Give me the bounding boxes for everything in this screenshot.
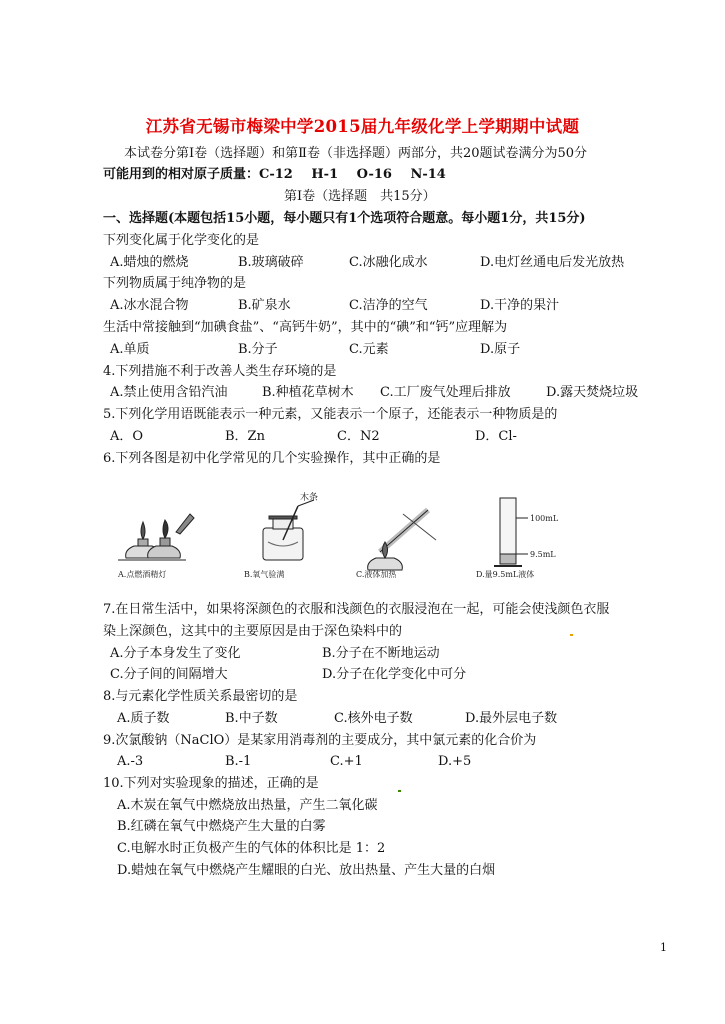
question-stem: 8.与元素化学性质关系最密切的是 [103, 689, 298, 704]
question-stem: 10.下列对实验现象的描述，正确的是 [103, 776, 319, 791]
option: C.+1 [330, 754, 363, 769]
option: C.洁净的空气 [349, 298, 428, 313]
option: C.电解水时正负极产生的气体的体积比是 1：2 [117, 841, 386, 856]
option: D.原子 [480, 342, 521, 357]
option: A．O [110, 429, 144, 444]
option: D.干净的果汁 [480, 298, 560, 313]
caption-b: B.氧气验满 [244, 570, 285, 579]
part-heading: 一、选择题(本题包括15小题，每小题只有1个选项符合题意。每小题1分，共15分) [103, 211, 586, 226]
atomic-mass-label: 可能用到的相对原子质量： [103, 167, 260, 182]
option: A.-3 [117, 754, 144, 769]
atomic-mass-h: H-1 [311, 167, 339, 182]
question-stem: 9.次氯酸钠（NaClO）是某家用消毒剂的主要成分，其中氯元素的化合价为 [103, 733, 537, 748]
alcohol-lamp-drawing [118, 514, 194, 560]
option: C.元素 [349, 342, 389, 357]
caption-a: A.点燃酒精灯 [118, 570, 167, 579]
experiment-figure [118, 492, 578, 584]
cylinder-volume-mark: 9.5mL [530, 550, 556, 559]
question-stem: 5.下列化学用语既能表示一种元素，又能表示一个原子，还能表示一种物质是的 [103, 407, 558, 422]
option: A.分子本身发生了变化 [110, 646, 241, 661]
page-title: 江苏省无锡市梅梁中学2015届九年级化学上学期期中试题 [145, 117, 580, 136]
option: A.木炭在氧气中燃烧放出热量，产生二氧化碳 [117, 798, 378, 813]
option: B.分子在不断地运动 [322, 646, 440, 661]
option: D.分子在化学变化中可分 [322, 667, 467, 682]
question-stem-continued: 染上深颜色，这其中的主要原因是由于深色染料中的 [103, 624, 403, 639]
option: D.电灯丝通电后发光放热 [480, 255, 625, 270]
option: B．Zn [225, 429, 265, 444]
option: B.中子数 [225, 711, 278, 726]
atomic-mass-o: O-16 [356, 167, 392, 182]
option: C.冰融化成水 [349, 255, 428, 270]
atomic-mass-n: N-14 [410, 167, 446, 182]
test-tube-heating-drawing [368, 510, 436, 570]
gas-bottle-drawing [263, 500, 314, 560]
question-stem: 下列物质属于纯净物的是 [103, 276, 247, 291]
stray-mark [398, 790, 401, 792]
option: A.禁止使用含铅汽油 [110, 385, 228, 400]
question-stem: 下列变化属于化学变化的是 [103, 233, 260, 248]
option: A.蜡烛的燃烧 [110, 255, 189, 270]
option: C.分子间的间隔增大 [110, 667, 228, 682]
section-heading: 第Ⅰ卷（选择题 共15分） [284, 189, 436, 204]
option: D．Cl- [475, 429, 517, 444]
caption-c: C.液体加热 [356, 570, 397, 579]
atomic-mass-c: C-12 [259, 167, 293, 182]
option: B.玻璃破碎 [238, 255, 304, 270]
option: B.分子 [238, 342, 278, 357]
caption-d: D.量9.5mL液体 [476, 570, 535, 579]
option: A.质子数 [117, 711, 170, 726]
stray-mark [570, 634, 573, 636]
option: B.红磷在氧气中燃烧产生大量的白雾 [117, 819, 326, 834]
intro-text: 本试卷分第Ⅰ卷（选择题）和第Ⅱ卷（非选择题）两部分，共20题试卷满分为50分 [124, 146, 588, 161]
option: B.-1 [225, 754, 252, 769]
option: D.露天焚烧垃圾 [546, 385, 639, 400]
measuring-cylinder-drawing [494, 498, 528, 566]
question-stem: 4.下列措施不利于改善人类生存环境的是 [103, 364, 337, 379]
question-stem: 7.在日常生活中，如果将深颜色的衣服和浅颜色的衣服浸泡在一起，可能会使浅颜色衣服 [103, 602, 610, 617]
atomic-mass-line [103, 167, 446, 183]
option: D.蜡烛在氧气中燃烧产生耀眼的白光、放出热量、产生大量的白烟 [117, 863, 496, 878]
option: C．N2 [337, 429, 380, 444]
option: B.矿泉水 [238, 298, 291, 313]
cylinder-top-mark: 100mL [530, 514, 559, 523]
option: B.种植花草树木 [262, 385, 354, 400]
question-stem: 生活中常接触到“加碘食盐”、“高钙牛奶”，其中的“碘”和“钙”应理解为 [103, 320, 508, 335]
option: D.最外层电子数 [465, 711, 558, 726]
option: A.单质 [110, 342, 150, 357]
option: C.核外电子数 [334, 711, 413, 726]
page-number: 1 [660, 941, 667, 954]
option: C.工厂废气处理后排放 [380, 385, 511, 400]
question-stem: 6.下列各图是初中化学常见的几个实验操作，其中正确的是 [103, 451, 441, 466]
stick-label: 木条 [300, 493, 319, 503]
option: D.+5 [438, 754, 472, 769]
option: A.冰水混合物 [110, 298, 189, 313]
